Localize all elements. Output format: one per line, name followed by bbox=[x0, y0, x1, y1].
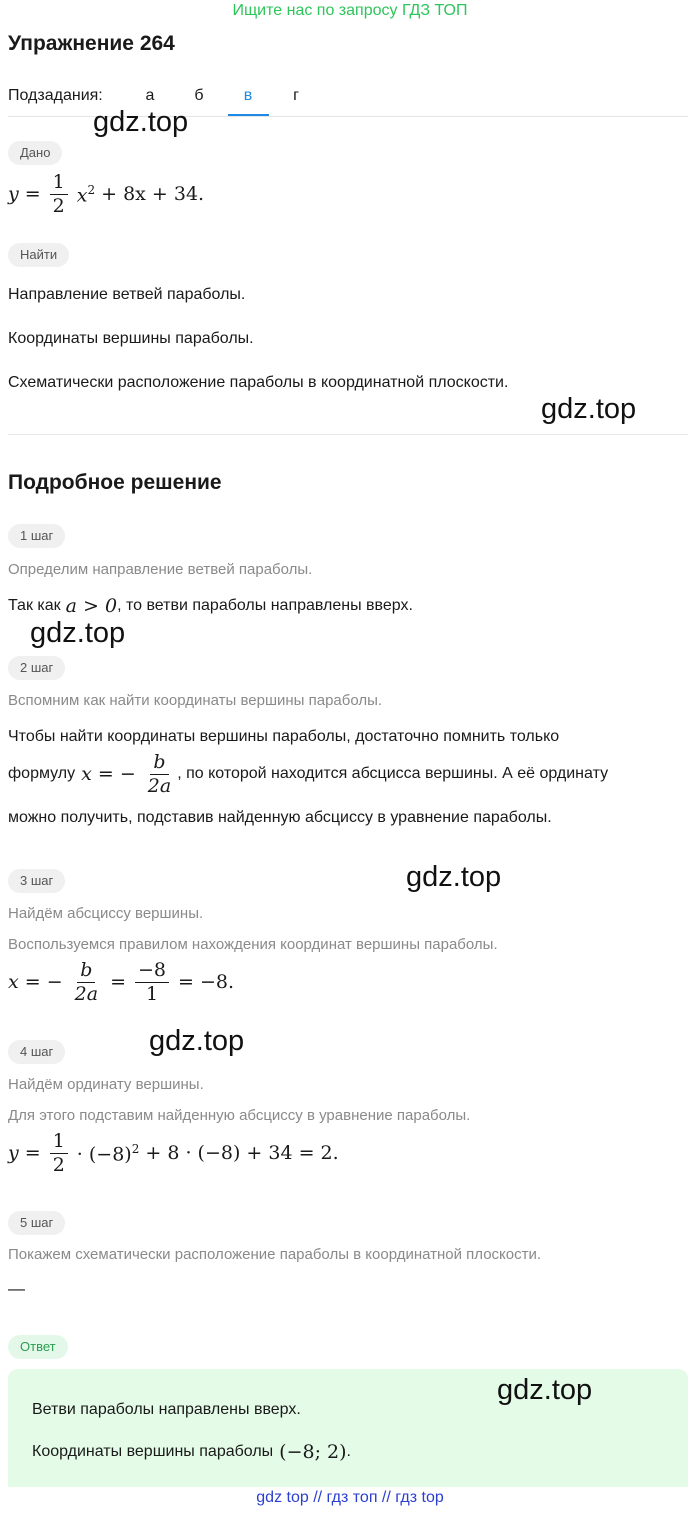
step-hint: Для этого подставим найденную абсциссу в уравнение параболы. bbox=[8, 1107, 471, 1124]
given-pill: Дано bbox=[8, 141, 62, 165]
step-text: Чтобы найти координаты вершины параболы, достаточно помнить только bbox=[8, 728, 560, 745]
tab-b[interactable]: б bbox=[194, 87, 204, 104]
step-hint: Покажем схематически расположение параболы в координатной плоскости. bbox=[8, 1246, 542, 1263]
find-item: Направление ветвей параболы. bbox=[8, 286, 246, 303]
step-pill: 1 шаг bbox=[8, 524, 65, 548]
given-formula: y = $\frac{1}{2}$ $x^2$ + 8x + 34. bbox=[8, 171, 205, 217]
tab-g[interactable]: г bbox=[293, 87, 299, 104]
step-formula: y = $\frac{1}{2}$ · $(-8)^2$ + 8 · (−8) + 34 = 2. bbox=[8, 1130, 339, 1176]
step-formula: x = − $\frac{b}{2a}$ = $\frac{-8}{1}$ = −8. bbox=[8, 959, 235, 1005]
subtasks-label: Подзадания: bbox=[8, 87, 103, 104]
answer-line: Координаты вершины параболы (−8; 2) . bbox=[32, 1441, 351, 1463]
find-item: Схематически расположение параболы в координатной плоскости. bbox=[8, 374, 509, 391]
watermark: gdz.top bbox=[149, 1025, 245, 1057]
tab-v[interactable]: в bbox=[243, 87, 253, 104]
step-hint: Воспользуемся правилом нахождения координат вершины параболы. bbox=[8, 936, 498, 953]
step-hint: Вспомним как найти координаты вершины параболы. bbox=[8, 692, 383, 709]
step-pill: 3 шаг bbox=[8, 869, 65, 893]
find-pill: Найти bbox=[8, 243, 69, 267]
step-pill: 4 шаг bbox=[8, 1040, 65, 1064]
step-pill: 2 шаг bbox=[8, 656, 65, 680]
watermark: gdz.top bbox=[406, 861, 502, 893]
step-dash: — bbox=[8, 1279, 25, 1298]
step-hint: Определим направление ветвей параболы. bbox=[8, 561, 313, 578]
page-title: Упражнение 264 bbox=[8, 32, 175, 55]
step-text: формулу x = − $\frac{b}{2a}$ , по которой находится абсцисса вершины. А её ординату bbox=[8, 751, 609, 797]
watermark: gdz.top bbox=[30, 617, 126, 649]
step-hint: Найдём абсциссу вершины. bbox=[8, 905, 204, 922]
step-text: можно получить, подставив найденную абсциссу в уравнение параболы. bbox=[8, 809, 552, 826]
find-item: Координаты вершины параболы. bbox=[8, 330, 254, 347]
answer-pill: Ответ bbox=[8, 1335, 68, 1359]
section-divider bbox=[8, 434, 688, 435]
solution-title: Подробное решение bbox=[8, 471, 222, 494]
step-pill: 5 шаг bbox=[8, 1211, 65, 1235]
step-text: Так как a > 0 , то ветви параболы направлены вверх. bbox=[8, 595, 413, 617]
watermark: gdz.top bbox=[541, 393, 637, 425]
answer-line: Ветви параболы направлены вверх. bbox=[32, 1401, 301, 1418]
tab-a[interactable]: а bbox=[145, 87, 155, 104]
watermark: gdz.top bbox=[497, 1374, 593, 1406]
step-hint: Найдём ординату вершины. bbox=[8, 1076, 204, 1093]
footer-links[interactable]: gdz top // гдз топ // гдз top bbox=[256, 1489, 444, 1506]
top-banner[interactable]: Ищите нас по запросу ГДЗ ТОП bbox=[232, 2, 468, 19]
watermark: gdz.top bbox=[93, 106, 189, 138]
